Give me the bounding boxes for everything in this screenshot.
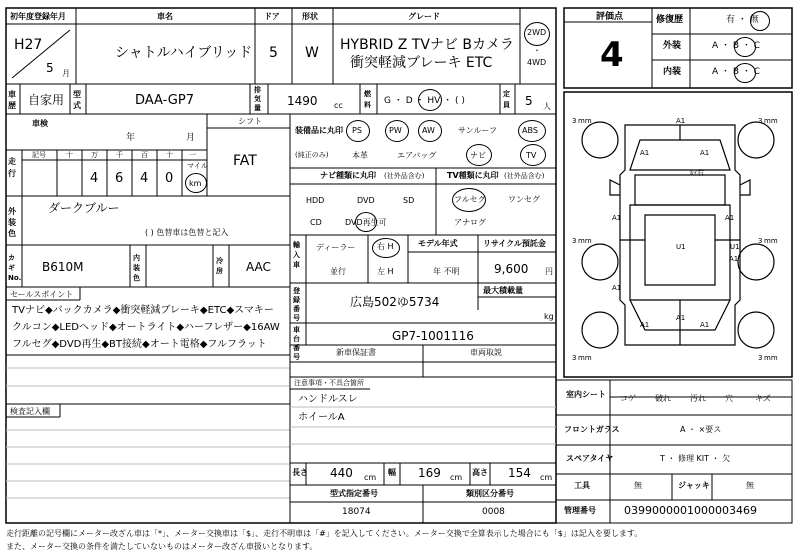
exterior-b-circle bbox=[734, 37, 756, 57]
seat-item-0: コゲ bbox=[620, 394, 636, 403]
shift-label: シフト bbox=[238, 117, 262, 126]
exterior-options: A ・ B ・ C bbox=[712, 41, 761, 51]
car-name-label: 車名 bbox=[157, 12, 173, 21]
diagram-label-11: ﾙﾃ右 bbox=[690, 169, 704, 177]
class-no: 0008 bbox=[482, 507, 505, 517]
repair-label: 修復歴 bbox=[656, 15, 684, 25]
drive-2wd: 2WD bbox=[527, 28, 547, 37]
model: DAA-GP7 bbox=[135, 93, 194, 108]
ac-label: 冷房 bbox=[216, 257, 223, 275]
first-reg-year: H27 bbox=[14, 37, 43, 53]
keyno-label: カギNo. bbox=[8, 254, 22, 282]
diagram-label-8: U1 bbox=[730, 243, 740, 251]
type-no: 18074 bbox=[342, 507, 371, 517]
jack-value: 無 bbox=[746, 481, 754, 490]
equip-airbag: エアバッグ bbox=[397, 151, 437, 160]
doors: 5 bbox=[269, 45, 278, 61]
mgmt-label: 管理番号 bbox=[564, 506, 596, 515]
tire-mm-rr: mm bbox=[764, 354, 778, 362]
keyno-value: B610M bbox=[42, 260, 84, 274]
notes-line-1: ホイールA bbox=[298, 412, 345, 423]
tire-mark-fr: 3 bbox=[758, 117, 763, 125]
registration-value: 広島502ゆ5734 bbox=[350, 295, 440, 309]
exterior-label: 外装 bbox=[663, 41, 682, 51]
diagram-label-1: A1 bbox=[640, 149, 650, 157]
disp-label: 排気量 bbox=[254, 86, 261, 112]
jack-label: ジャッキ bbox=[678, 481, 710, 490]
tire-mm-fr: mm bbox=[764, 117, 778, 125]
symbol-label: 記号 bbox=[32, 151, 46, 159]
tire-mark-rl: 3 bbox=[572, 354, 577, 362]
drive-4wd: 4WD bbox=[527, 58, 547, 67]
shape: W bbox=[305, 45, 319, 61]
model-year-label: モデル年式 bbox=[418, 239, 458, 248]
import-dealer: ディーラー bbox=[316, 243, 356, 252]
seat-item-3: 穴 bbox=[725, 394, 733, 403]
equip-sunroof: サンルーフ bbox=[458, 126, 497, 135]
recycle-unit: 円 bbox=[545, 267, 553, 276]
height-unit: cm bbox=[540, 473, 553, 482]
notes-label: 注意事項・不具合箇所 bbox=[294, 379, 364, 387]
repaint-note: ( ) 色替車は色替と記入 bbox=[145, 228, 229, 237]
width: 169 bbox=[418, 466, 441, 480]
score-label: 評価点 bbox=[596, 12, 624, 22]
manual-label: 車両取説 bbox=[470, 348, 502, 357]
equip-tv: TV bbox=[526, 151, 537, 160]
sales-point-line-1: クルコン◆LEDヘッド◆オートライト◆ハーフレザー◆16AW bbox=[12, 322, 280, 333]
steering-right: 右 H bbox=[377, 242, 394, 251]
model-label: 型式 bbox=[73, 90, 81, 110]
sales-points-label: セールスポイント bbox=[10, 290, 74, 299]
digit-2: 6 bbox=[115, 171, 124, 186]
tire-mark-rr: 3 bbox=[758, 354, 763, 362]
diagram-label-3: A1 bbox=[612, 214, 622, 222]
interior-color-label: 内装色 bbox=[133, 254, 140, 282]
footer-line1: 走行距離の記号欄にメーター改ざん車は「*」、メーター交換車は「$」、走行不明車は「#」を記入してください。メーター交換で全算表示した場合にも「$」は記入を要します。 bbox=[6, 529, 643, 538]
digit-label-0: 十 bbox=[66, 151, 73, 159]
tv-analog: アナログ bbox=[454, 218, 486, 227]
glass-value: A ・ ×要ス bbox=[680, 425, 722, 434]
chassis-value: GP7-1001116 bbox=[392, 329, 474, 343]
disp: 1490 bbox=[287, 94, 318, 108]
spare-label: スペアタイヤ bbox=[566, 454, 614, 463]
door-label: ドア bbox=[264, 12, 280, 21]
diagram-label-7: U1 bbox=[676, 243, 686, 251]
tire-mark-mr: 3 bbox=[758, 237, 763, 245]
diagram-label-0: A1 bbox=[676, 117, 686, 125]
width-label: 幅 bbox=[388, 468, 396, 477]
digit-label-2: 千 bbox=[116, 151, 123, 159]
first-reg-month: 5 bbox=[46, 61, 54, 75]
seat-item-1: 破れ bbox=[655, 394, 671, 403]
length: 440 bbox=[330, 466, 353, 480]
navi-dvd-play-circle bbox=[355, 212, 377, 232]
interior-options: A ・ B ・ C bbox=[712, 67, 761, 77]
navi-sd: SD bbox=[403, 196, 415, 205]
navi-note: (社外品含む) bbox=[384, 172, 425, 180]
class-no-label: 類別区分番号 bbox=[466, 489, 514, 498]
equip-navi: ナビ bbox=[470, 151, 486, 160]
model-year: 年 不明 bbox=[433, 267, 460, 276]
first-reg-month-unit: 月 bbox=[62, 69, 70, 78]
km-label: km bbox=[189, 179, 202, 188]
recycle-label: リサイクル預託金 bbox=[483, 239, 546, 248]
seat-item-4: キズ bbox=[755, 394, 771, 403]
tire-mm-ml: mm bbox=[578, 237, 592, 245]
chassis-label: 車台番号 bbox=[293, 326, 300, 361]
tv-oneseg: ワンセグ bbox=[508, 195, 540, 204]
notes-line-0: ハンドルスレ bbox=[298, 394, 358, 405]
tire-mark-fl: 3 bbox=[572, 117, 577, 125]
tv-label: TV種類に丸印 bbox=[447, 171, 499, 180]
glass-label: フロントガラス bbox=[564, 425, 620, 434]
capacity: 5 bbox=[525, 94, 533, 108]
diagram-label-12: A1 bbox=[700, 321, 710, 329]
mgmt-value: 0399000001000003469 bbox=[624, 504, 757, 517]
tv-fullseg: フルセグ bbox=[454, 195, 486, 204]
disp-unit: cc bbox=[334, 101, 343, 110]
fuel-options: G ・ D ・ HV ・ ( ) bbox=[384, 96, 465, 106]
max-load-label: 最大積載量 bbox=[483, 286, 523, 295]
car-name: シャトルハイブリッド bbox=[115, 45, 253, 61]
steering-left: 左 H bbox=[377, 267, 394, 276]
tire-mm-fl: mm bbox=[578, 117, 592, 125]
equip-aw: AW bbox=[422, 126, 435, 135]
mileage-label: 走行 bbox=[8, 157, 16, 178]
color-value: ダークブルー bbox=[48, 201, 120, 215]
warranty-label: 新車保証書 bbox=[336, 348, 376, 357]
grade-line1: HYBRID Z TVナビ Bカメラ bbox=[340, 37, 514, 53]
digit-label-1: 万 bbox=[91, 151, 98, 159]
tire-mm-mr: mm bbox=[764, 237, 778, 245]
spare-value: T ・ 修理 KIT ・ 欠 bbox=[660, 454, 731, 463]
tire-mm-rl: mm bbox=[578, 354, 592, 362]
shaken-month-unit: 月 bbox=[186, 133, 196, 143]
inspector-label: 検査記入欄 bbox=[10, 407, 50, 416]
diagram-label-9: A1 bbox=[640, 321, 650, 329]
height-label: 高さ bbox=[472, 468, 488, 477]
diagram-label-5: A1 bbox=[612, 284, 622, 292]
equip-leather: 本革 bbox=[352, 151, 368, 160]
shaken-year-unit: 年 bbox=[126, 133, 136, 143]
seat-label: 室内シート bbox=[566, 390, 606, 399]
height: 154 bbox=[508, 466, 531, 480]
score-value: 4 bbox=[600, 35, 624, 75]
registration-label: 登録番号 bbox=[293, 287, 300, 322]
km-circle bbox=[185, 173, 207, 193]
tools-label: 工具 bbox=[574, 481, 590, 490]
shape-label: 形状 bbox=[302, 12, 318, 21]
first-reg-label: 初年度登録年月 bbox=[10, 12, 66, 21]
color-label: 外装色 bbox=[8, 207, 16, 238]
equip-abs: ABS bbox=[522, 126, 538, 135]
equipment-label: 装備品に丸印 bbox=[295, 126, 343, 135]
diagram-label-10: A1 bbox=[676, 314, 686, 322]
fuel-hv-circle bbox=[418, 89, 442, 111]
equip-ps: PS bbox=[352, 126, 362, 135]
equip-pw: PW bbox=[389, 126, 402, 135]
navi-dvd-play: DVD再生可 bbox=[345, 218, 387, 227]
tv-note: (社外品含む) bbox=[504, 172, 545, 180]
drive-dot: ・ bbox=[533, 46, 541, 55]
width-unit: cm bbox=[450, 473, 463, 482]
grade-label: グレード bbox=[408, 12, 440, 21]
usage: 自家用 bbox=[28, 93, 65, 107]
ac: AAC bbox=[246, 260, 271, 274]
repair-none-circle bbox=[750, 11, 770, 31]
recycle-value: 9,600 bbox=[494, 262, 529, 276]
digit-1: 4 bbox=[90, 171, 99, 186]
diagram-label-4: A1 bbox=[725, 214, 735, 222]
diagram-label-2: A1 bbox=[700, 149, 710, 157]
digit-label-5: 一 bbox=[189, 151, 196, 159]
mile-label: マイル bbox=[187, 162, 208, 170]
interior-label: 内装 bbox=[663, 67, 682, 77]
import-parallel: 並行 bbox=[330, 267, 346, 276]
sales-point-line-0: TVナビ◆バックカメラ◆衝突軽減ブレーキ◆ETC◆スマキー bbox=[12, 305, 274, 316]
shift: FAT bbox=[233, 153, 257, 169]
digit-4: 0 bbox=[165, 171, 174, 186]
import-label: 輸入車 bbox=[293, 241, 300, 269]
grade-line2: 衝突軽減ブレーキ ETC bbox=[350, 55, 493, 71]
capacity-label: 定員 bbox=[503, 90, 510, 109]
digit-label-3: 百 bbox=[141, 151, 148, 159]
digit-3: 4 bbox=[140, 171, 149, 186]
digit-label-4: 十 bbox=[166, 151, 173, 159]
footer-line2: また、メーター交換の条件を満たしていないものはメーター改ざん車扱いとなります。 bbox=[6, 542, 318, 551]
tools-value: 無 bbox=[634, 481, 642, 490]
sales-point-line-2: フルセグ◆DVD再生◆BT接続◆オート電格◆フルフラット bbox=[12, 339, 267, 350]
type-no-label: 型式指定番号 bbox=[330, 489, 378, 498]
fuel-label: 燃料 bbox=[364, 90, 371, 109]
navi-dvd: DVD bbox=[357, 196, 375, 205]
interior-b-circle bbox=[734, 63, 756, 83]
length-label: 長さ bbox=[292, 468, 308, 477]
tire-mark-ml: 3 bbox=[572, 237, 577, 245]
navi-cd: CD bbox=[310, 218, 322, 227]
capacity-unit: 人 bbox=[543, 102, 551, 111]
navi-hdd: HDD bbox=[306, 196, 325, 205]
seat-item-2: 汚れ bbox=[690, 394, 706, 403]
equipment-note: (純正のみ) bbox=[295, 151, 329, 159]
length-unit: cm bbox=[364, 473, 377, 482]
diagram-label-6: A1 bbox=[729, 255, 739, 263]
usage-label: 車歴 bbox=[8, 90, 16, 110]
navi-label: ナビ種類に丸印 bbox=[320, 171, 376, 180]
repair-options: 有 ・ 無 bbox=[726, 15, 759, 25]
max-load-unit: kg bbox=[544, 312, 554, 321]
shaken-label: 車検 bbox=[32, 119, 48, 128]
